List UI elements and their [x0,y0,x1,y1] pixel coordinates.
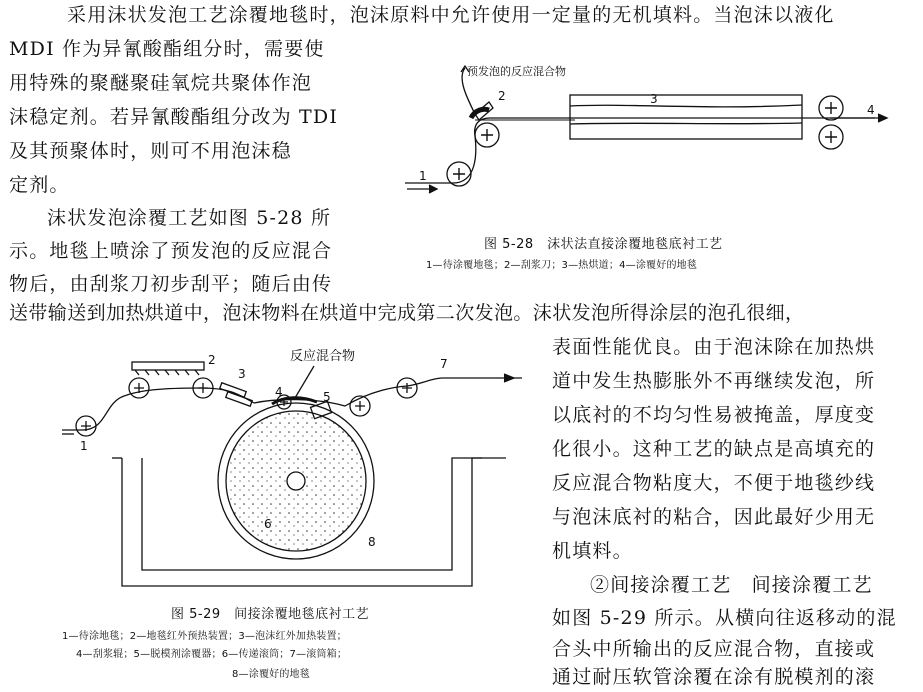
paragraph-line: 沫状发泡涂覆工艺如图 5-28 所 [47,207,332,229]
paragraph-line: 通过耐压软管涂覆在涂有脱模剂的滚 [552,666,876,688]
fig28-number-3: 3 [650,92,658,106]
fig29-number-2: 2 [208,353,216,367]
fig29-number-7: 7 [440,357,448,371]
paragraph-line: 表面性能优良。由于泡沫除在加热烘 [552,336,876,358]
paragraph-line: 与泡沫底衬的粘合，因此最好少用无 [552,506,876,528]
fig29-number-4: 4 [275,385,283,399]
fig28-number-2: 2 [498,89,506,103]
fig29-number-1: 1 [80,439,88,453]
paragraph-line: 如图 5-29 所示。从横向往返移动的混 [552,607,897,629]
figure-5-28-legend: 1—待涂覆地毯；2—刮浆刀；3—热烘道；4—涂覆好的地毯 [426,260,698,271]
paragraph-line: 物后，由刮浆刀初步刮平；随后由传 [9,273,333,295]
paragraph-line: 送带输送到加热烘道中，泡沫物料在烘道中完成第二次发泡。沫状发泡所得涂层的泡孔很细， [9,302,805,324]
figure-5-29-caption: 图 5-29 间接涂覆地毯底衬工艺 [171,607,370,622]
fig29-number-5: 5 [323,390,331,404]
paragraph-line: 采用沫状发泡工艺涂覆地毯时，泡沫原料中允许使用一定量的无机填料。当泡沫以液化 [67,4,835,26]
fig28-number-4: 4 [867,103,875,117]
paragraph-line: 合头中所输出的反应混合物，直接或 [552,638,876,660]
figure-5-29-legend-line: 4—刮浆辊；5—脱模剂涂覆器；6—传递滚筒；7—滚筒箱； [76,649,348,660]
figure-5-29-legend-line: 8—涂覆好的地毯 [232,669,310,680]
figure-5-28-caption: 图 5-28 沫状法直接涂覆地毯底衬工艺 [484,237,723,252]
paragraph-line: 用特殊的聚醚聚硅氧烷共聚体作泡 [9,72,313,94]
paragraph-line: 沫稳定剂。若异氰酸酯组分改为 TDI [9,106,339,128]
figure-5-28-diagram [405,58,905,228]
fig28-number-1: 1 [419,169,427,183]
paragraph-line: 及其预聚体时，则可不用泡沫稳 [9,140,292,162]
paragraph-line: 以底衬的不均匀性易被掩盖，厚度变 [552,404,876,426]
fig28-label-premix: 预发泡的反应混合物 [467,65,566,78]
paragraph-line: 定剂。 [9,174,70,196]
paragraph-line: 示。地毯上喷涂了预发泡的反应混合 [9,240,333,262]
paragraph-line: ②间接涂覆工艺 间接涂覆工艺 [590,574,873,596]
figure-5-29-diagram [62,348,542,598]
paragraph-line: 机填料。 [552,540,633,562]
paragraph-line: 反应混合物粘度大，不便于地毯纱线 [552,472,876,494]
fig29-label-mix: 反应混合物 [290,349,356,364]
fig29-number-3: 3 [238,367,246,381]
fig29-number-6: 6 [264,517,272,531]
paragraph-line: 道中发生热膨胀外不再继续发泡，所 [552,370,876,392]
paragraph-line: 化很小。这种工艺的缺点是高填充的 [552,438,876,460]
fig29-number-8: 8 [368,535,376,549]
figure-5-29-legend-line: 1—待涂地毯；2—地毯红外预热装置；3—泡沫红外加热装置； [62,631,347,642]
paragraph-line: MDI 作为异氰酸酯组分时，需要使 [9,38,325,60]
